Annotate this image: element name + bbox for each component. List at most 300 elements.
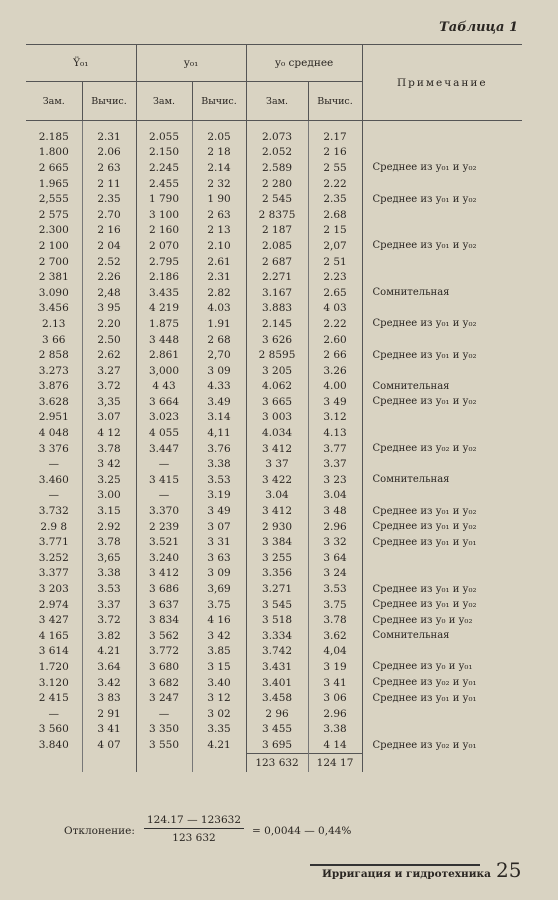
cell-note <box>362 145 522 161</box>
cell-zam-avg: 4.034 <box>246 425 308 441</box>
cell-vych-avg: 3.77 <box>308 441 362 457</box>
total-zam: 123 632 <box>246 753 308 772</box>
cell-vych-02: 1.91 <box>192 316 246 332</box>
table-row <box>26 285 522 301</box>
cell-note <box>362 410 522 426</box>
cell-vych-01: 3.42 <box>82 675 136 691</box>
cell-zam-avg: 2 930 <box>246 519 308 535</box>
table-row <box>26 269 522 285</box>
cell-vych-01: 4.21 <box>82 644 136 660</box>
table-row <box>26 332 522 348</box>
total-empty <box>26 753 82 772</box>
cell-zam-01: 2.9 8 <box>40 520 68 533</box>
cell-vych-avg: 3.62 <box>308 628 362 644</box>
cell-zam-avg: 3 545 <box>246 597 308 613</box>
cell-zam-01: 2.300 <box>38 224 69 237</box>
cell-vych-01: 2.92 <box>82 519 136 535</box>
cell-zam-avg: 4.062 <box>246 379 308 395</box>
cell-vych-02: 4,11 <box>192 425 246 441</box>
cell-zam-02: 3 412 <box>136 566 192 582</box>
footer-rule <box>310 864 480 866</box>
cell-vych-01: 2.52 <box>82 254 136 270</box>
cell-zam-01: 1.720 <box>38 660 69 673</box>
cell-vych-02: 3.53 <box>192 472 246 488</box>
cell-zam-02: 2.150 <box>136 145 192 161</box>
note-header: Примечание <box>362 45 522 121</box>
cell-vych-02: 4.21 <box>192 737 246 753</box>
cell-zam-01: 4 048 <box>38 427 69 440</box>
cell-vych-02: 2 68 <box>192 332 246 348</box>
cell-vych-02: 3.38 <box>192 456 246 472</box>
cell-zam-01: 3 427 <box>38 614 69 627</box>
cell-zam-02: 3.772 <box>136 644 192 660</box>
cell-zam-01: 2 665 <box>38 161 69 174</box>
cell-vych-01: 3.78 <box>82 441 136 457</box>
cell-vych-02: 2.31 <box>192 269 246 285</box>
group-header: у₀ среднее <box>246 45 362 82</box>
cell-zam-avg: 3.431 <box>246 659 308 675</box>
cell-zam-02: — <box>136 456 192 472</box>
table-row <box>26 722 522 738</box>
sub-header: Вычис. <box>192 82 246 121</box>
cell-note: Сомнительная <box>362 285 522 301</box>
cell-zam-01: 3.120 <box>38 676 69 689</box>
cell-note: Среднее из у₀₁ и у₀₂ <box>362 581 522 597</box>
table-row <box>26 363 522 379</box>
cell-zam-02: 3 448 <box>136 332 192 348</box>
cell-zam-01: 4 165 <box>38 629 69 642</box>
cell-zam-01: 3.840 <box>38 739 69 752</box>
cell-vych-avg: 3 64 <box>308 550 362 566</box>
table-row <box>26 410 522 426</box>
cell-zam-avg: 2 96 <box>246 706 308 722</box>
cell-vych-01: 3.07 <box>82 410 136 426</box>
cell-vych-avg: 4,04 <box>308 644 362 660</box>
table-row <box>26 347 522 363</box>
cell-vych-02: 3 15 <box>192 659 246 675</box>
cell-note <box>362 644 522 660</box>
cell-note: Среднее из у₀₁ и у₀₂ <box>362 503 522 519</box>
cell-vych-avg: 3.12 <box>308 410 362 426</box>
cell-zam-02: 3 680 <box>136 659 192 675</box>
cell-zam-avg: 2.085 <box>246 238 308 254</box>
cell-zam-02: 3 637 <box>136 597 192 613</box>
cell-vych-02: 2,70 <box>192 347 246 363</box>
table-row <box>26 753 522 772</box>
table-row <box>26 566 522 582</box>
cell-vych-02: 2 63 <box>192 207 246 223</box>
cell-zam-02: 1 790 <box>136 191 192 207</box>
cell-zam-02: 3 100 <box>136 207 192 223</box>
cell-zam-01: 2 100 <box>38 239 69 252</box>
cell-note <box>362 129 522 145</box>
table-row <box>26 706 522 722</box>
cell-vych-01: 2.20 <box>82 316 136 332</box>
cell-vych-02: 3 02 <box>192 706 246 722</box>
cell-zam-02: 3.521 <box>136 534 192 550</box>
cell-note: Сомнительная <box>362 628 522 644</box>
cell-zam-01: 3 614 <box>38 645 69 658</box>
cell-vych-avg: 2,07 <box>308 238 362 254</box>
cell-note: Среднее из у₀₁ и у₀₂ <box>362 597 522 613</box>
cell-note <box>362 550 522 566</box>
formula-denominator: 123 632 <box>172 832 216 844</box>
table-body <box>26 121 522 772</box>
cell-vych-avg: 3.38 <box>308 722 362 738</box>
cell-zam-02: 3 350 <box>136 722 192 738</box>
cell-vych-02: 4 16 <box>192 612 246 628</box>
cell-vych-01: 2,48 <box>82 285 136 301</box>
table-row <box>26 550 522 566</box>
cell-zam-02: 3 834 <box>136 612 192 628</box>
cell-vych-01: 2 11 <box>82 176 136 192</box>
table-row <box>26 690 522 706</box>
data-table <box>26 44 522 772</box>
table-row <box>26 503 522 519</box>
cell-vych-avg: 3 32 <box>308 534 362 550</box>
cell-vych-01: 2.50 <box>82 332 136 348</box>
cell-vych-02: 2.82 <box>192 285 246 301</box>
cell-note: Среднее из у₀₁ и у₀₂ <box>362 394 522 410</box>
cell-zam-avg: 3 455 <box>246 722 308 738</box>
cell-zam-avg: 3 37 <box>246 456 308 472</box>
cell-vych-02: 3,69 <box>192 581 246 597</box>
cell-zam-01: 3.732 <box>38 505 69 518</box>
cell-vych-avg: 3 41 <box>308 675 362 691</box>
cell-zam-avg: 3.401 <box>246 675 308 691</box>
sub-header: Зам. <box>26 82 82 121</box>
cell-vych-01: 2.26 <box>82 269 136 285</box>
cell-zam-02: 2 239 <box>136 519 192 535</box>
cell-note: Среднее из у₀₂ и у₀₁ <box>362 675 522 691</box>
table-row <box>26 425 522 441</box>
cell-vych-avg: 3 48 <box>308 503 362 519</box>
cell-zam-avg: 3.356 <box>246 566 308 582</box>
cell-vych-01: 4 07 <box>82 737 136 753</box>
cell-zam-02: 3 550 <box>136 737 192 753</box>
cell-zam-01: 2.13 <box>42 317 66 330</box>
table-row <box>26 160 522 176</box>
page-title: Таблица 1 <box>439 20 518 35</box>
cell-zam-avg: 3.167 <box>246 285 308 301</box>
cell-vych-01: 2 04 <box>82 238 136 254</box>
cell-vych-avg: 2.60 <box>308 332 362 348</box>
cell-vych-avg: 2.96 <box>308 519 362 535</box>
cell-zam-02: 2.795 <box>136 254 192 270</box>
cell-vych-avg: 3.78 <box>308 612 362 628</box>
cell-zam-01: 3 203 <box>38 583 69 596</box>
cell-zam-02: 3.370 <box>136 503 192 519</box>
cell-zam-02: — <box>136 488 192 504</box>
cell-zam-avg: 3 255 <box>246 550 308 566</box>
cell-vych-01: 3.64 <box>82 659 136 675</box>
cell-zam-02: 3.023 <box>136 410 192 426</box>
cell-vych-01: 2 91 <box>82 706 136 722</box>
cell-zam-avg: 3 518 <box>246 612 308 628</box>
cell-vych-avg: 2.35 <box>308 191 362 207</box>
formula-result: = 0,0044 — 0,44% <box>252 825 352 837</box>
cell-zam-02: 3 562 <box>136 628 192 644</box>
total-empty <box>136 753 192 772</box>
cell-vych-02: 3 12 <box>192 690 246 706</box>
cell-note <box>362 176 522 192</box>
cell-zam-01: 2,555 <box>38 193 69 206</box>
table-row <box>26 534 522 550</box>
cell-vych-02: 2.10 <box>192 238 246 254</box>
cell-zam-02: 1.875 <box>136 316 192 332</box>
table-row <box>26 121 522 130</box>
cell-zam-02: 3,000 <box>136 363 192 379</box>
table-row <box>26 176 522 192</box>
cell-zam-avg: 3.458 <box>246 690 308 706</box>
cell-vych-02: 2.05 <box>192 129 246 145</box>
cell-note <box>362 456 522 472</box>
cell-vych-02: 3.85 <box>192 644 246 660</box>
cell-vych-02: 2 18 <box>192 145 246 161</box>
cell-vych-02: 4.03 <box>192 301 246 317</box>
cell-note: Сомнительная <box>362 379 522 395</box>
cell-zam-01: 3.456 <box>38 302 69 315</box>
cell-zam-avg: 2 687 <box>246 254 308 270</box>
cell-note: Среднее из у₀₁ и у₀₂ <box>362 316 522 332</box>
cell-note: Среднее из у₀₁ и у₀₁ <box>362 534 522 550</box>
cell-zam-avg: 3.04 <box>246 488 308 504</box>
cell-vych-avg: 3 19 <box>308 659 362 675</box>
cell-vych-avg: 3.26 <box>308 363 362 379</box>
table-row <box>26 379 522 395</box>
cell-vych-01: 3.82 <box>82 628 136 644</box>
cell-zam-avg: 2.073 <box>246 129 308 145</box>
cell-zam-02: 2 160 <box>136 223 192 239</box>
cell-vych-02: 3 09 <box>192 363 246 379</box>
cell-vych-01: 3.53 <box>82 581 136 597</box>
cell-zam-avg: 3 412 <box>246 503 308 519</box>
cell-note <box>362 722 522 738</box>
cell-vych-avg: 2 16 <box>308 145 362 161</box>
formula-label: Отклонение: <box>64 825 135 837</box>
cell-zam-avg: 3.883 <box>246 301 308 317</box>
cell-zam-01: 3.273 <box>38 364 69 377</box>
cell-vych-avg: 2.68 <box>308 207 362 223</box>
cell-note: Среднее из у₀₁ и у₀₂ <box>362 519 522 535</box>
cell-vych-avg: 2.96 <box>308 706 362 722</box>
cell-vych-01: 3.38 <box>82 566 136 582</box>
table-row <box>26 737 522 753</box>
cell-vych-avg: 2 15 <box>308 223 362 239</box>
cell-note <box>362 332 522 348</box>
cell-vych-01: 3,65 <box>82 550 136 566</box>
cell-zam-01: — <box>48 707 59 720</box>
table-row <box>26 238 522 254</box>
table-row <box>26 316 522 332</box>
table-row <box>26 129 522 145</box>
cell-vych-01: 3.72 <box>82 612 136 628</box>
cell-vych-01: 3 42 <box>82 456 136 472</box>
table-row <box>26 488 522 504</box>
cell-zam-01: 2 381 <box>38 271 69 284</box>
cell-vych-02: 3.19 <box>192 488 246 504</box>
cell-vych-01: 3 95 <box>82 301 136 317</box>
table-row <box>26 394 522 410</box>
cell-zam-01: 3.876 <box>38 380 69 393</box>
cell-note: Среднее из у₀₂ и у₀₁ <box>362 737 522 753</box>
cell-zam-02: 2.455 <box>136 176 192 192</box>
cell-zam-02: 2.186 <box>136 269 192 285</box>
cell-zam-avg: 3 665 <box>246 394 308 410</box>
cell-zam-01: 3.252 <box>38 551 69 564</box>
cell-note <box>362 223 522 239</box>
cell-vych-02: 3 63 <box>192 550 246 566</box>
cell-note <box>362 363 522 379</box>
deviation-formula <box>64 814 484 848</box>
cell-note: Среднее из у₀₁ и у₀₂ <box>362 238 522 254</box>
cell-vych-avg: 3 49 <box>308 394 362 410</box>
cell-note <box>362 425 522 441</box>
cell-zam-01: — <box>48 489 59 502</box>
cell-vych-02: 2 13 <box>192 223 246 239</box>
cell-zam-01: 3.377 <box>38 567 69 580</box>
cell-zam-02: 3.447 <box>136 441 192 457</box>
table-row <box>26 628 522 644</box>
cell-vych-avg: 3.37 <box>308 456 362 472</box>
cell-vych-avg: 3.75 <box>308 597 362 613</box>
cell-vych-01: 3.00 <box>82 488 136 504</box>
cell-zam-02: 3.240 <box>136 550 192 566</box>
cell-vych-01: 3 41 <box>82 722 136 738</box>
cell-zam-02: 2.055 <box>136 129 192 145</box>
sub-header: Зам. <box>246 82 308 121</box>
cell-zam-avg: 3 626 <box>246 332 308 348</box>
table-row <box>26 644 522 660</box>
table-row <box>26 254 522 270</box>
cell-vych-02: 4.33 <box>192 379 246 395</box>
cell-vych-02: 3 31 <box>192 534 246 550</box>
cell-zam-02: 4 43 <box>136 379 192 395</box>
cell-zam-avg: 2.271 <box>246 269 308 285</box>
sub-header: Зам. <box>136 82 192 121</box>
cell-zam-avg: 2.145 <box>246 316 308 332</box>
cell-vych-02: 1 90 <box>192 191 246 207</box>
cell-zam-01: — <box>48 458 59 471</box>
cell-note <box>362 207 522 223</box>
cell-vych-02: 3.49 <box>192 394 246 410</box>
cell-zam-02: 4 219 <box>136 301 192 317</box>
cell-vych-avg: 4.13 <box>308 425 362 441</box>
cell-vych-avg: 4 03 <box>308 301 362 317</box>
cell-note <box>362 254 522 270</box>
cell-zam-02: 3 664 <box>136 394 192 410</box>
table-row <box>26 191 522 207</box>
cell-note <box>362 706 522 722</box>
cell-vych-01: 3.72 <box>82 379 136 395</box>
cell-vych-avg: 4.00 <box>308 379 362 395</box>
cell-zam-avg: 3 412 <box>246 441 308 457</box>
cell-vych-01: 2.62 <box>82 347 136 363</box>
cell-note: Среднее из у₀₁ и у₀₂ <box>362 191 522 207</box>
cell-zam-01: 3.460 <box>38 473 69 486</box>
cell-zam-avg: 3 205 <box>246 363 308 379</box>
cell-zam-01: 2.974 <box>38 598 69 611</box>
cell-vych-02: 2 32 <box>192 176 246 192</box>
group-header: Ϋ₀₁ <box>26 45 136 82</box>
cell-note <box>362 301 522 317</box>
cell-vych-01: 2 63 <box>82 160 136 176</box>
cell-note: Среднее из у₀₂ и у₀₂ <box>362 441 522 457</box>
cell-zam-01: 3 66 <box>42 333 66 346</box>
cell-zam-01: 3.090 <box>38 286 69 299</box>
cell-vych-02: 3 07 <box>192 519 246 535</box>
cell-vych-02: 3.35 <box>192 722 246 738</box>
cell-vych-avg: 2.65 <box>308 285 362 301</box>
cell-zam-avg: 2.052 <box>246 145 308 161</box>
cell-zam-avg: 2 280 <box>246 176 308 192</box>
cell-vych-01: 3.15 <box>82 503 136 519</box>
total-empty <box>192 753 246 772</box>
table-row <box>26 207 522 223</box>
cell-zam-01: 2.951 <box>38 411 69 424</box>
cell-zam-02: 3.435 <box>136 285 192 301</box>
cell-vych-avg: 2.22 <box>308 316 362 332</box>
cell-vych-avg: 2 55 <box>308 160 362 176</box>
cell-vych-01: 2.06 <box>82 145 136 161</box>
cell-vych-avg: 3 23 <box>308 472 362 488</box>
cell-zam-02: 4 055 <box>136 425 192 441</box>
table-row <box>26 441 522 457</box>
table-row <box>26 301 522 317</box>
cell-vych-02: 3.75 <box>192 597 246 613</box>
total-empty <box>82 753 136 772</box>
cell-vych-02: 3.76 <box>192 441 246 457</box>
cell-vych-01: 2.35 <box>82 191 136 207</box>
cell-zam-02: 3 247 <box>136 690 192 706</box>
cell-zam-avg: 3 695 <box>246 737 308 753</box>
sub-header: Вычис. <box>82 82 136 121</box>
cell-zam-avg: 3 384 <box>246 534 308 550</box>
cell-vych-avg: 2.22 <box>308 176 362 192</box>
cell-zam-avg: 2.589 <box>246 160 308 176</box>
table-row <box>26 519 522 535</box>
cell-note: Среднее из у₀₁ и у₀₂ <box>362 160 522 176</box>
cell-zam-01: 2 415 <box>38 692 69 705</box>
cell-zam-avg: 2 187 <box>246 223 308 239</box>
cell-vych-avg: 2 51 <box>308 254 362 270</box>
cell-zam-02: 2.861 <box>136 347 192 363</box>
cell-zam-01: 3.771 <box>38 536 69 549</box>
table-row <box>26 597 522 613</box>
cell-zam-avg: 3.271 <box>246 581 308 597</box>
cell-vych-02: 2.61 <box>192 254 246 270</box>
cell-zam-01: 2.185 <box>38 130 69 143</box>
cell-zam-01: 2 700 <box>38 255 69 268</box>
cell-vych-01: 3.27 <box>82 363 136 379</box>
cell-vych-avg: 4 14 <box>308 737 362 753</box>
cell-vych-02: 3.40 <box>192 675 246 691</box>
page-number: 25 <box>496 858 522 882</box>
table-row <box>26 581 522 597</box>
cell-note <box>362 488 522 504</box>
cell-note: Сомнительная <box>362 472 522 488</box>
cell-note <box>362 566 522 582</box>
cell-vych-avg: 3 06 <box>308 690 362 706</box>
cell-vych-avg: 3.04 <box>308 488 362 504</box>
cell-zam-avg: 3.334 <box>246 628 308 644</box>
cell-note: Среднее из у₀ и у₀₂ <box>362 612 522 628</box>
table-row <box>26 456 522 472</box>
total-vych: 124 17 <box>308 753 362 772</box>
cell-zam-02: 3 415 <box>136 472 192 488</box>
cell-zam-02: — <box>136 706 192 722</box>
cell-vych-01: 3.25 <box>82 472 136 488</box>
